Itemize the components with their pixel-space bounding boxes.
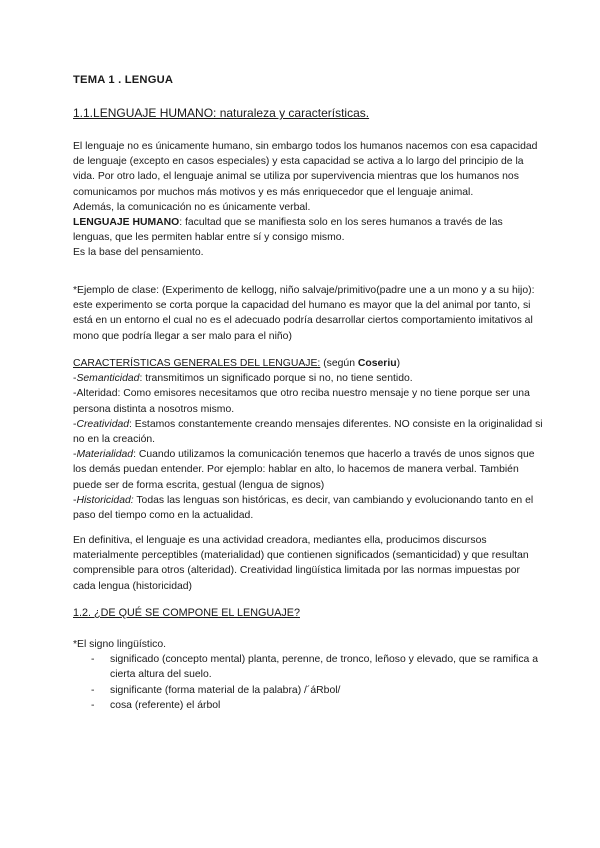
- characteristic-text: Todas las lenguas son históricas, es decir, van cambiando y evolucionando tanto en el paso del tiempo como en la actualidad.: [73, 494, 534, 522]
- characteristic-text: : Estamos constantemente creando mensajes diferentes. NO consiste en la originalidad si no en la creación.: [73, 418, 543, 446]
- sign-block: [73, 637, 543, 713]
- page-title: TEMA 1 . LENGUA: [73, 74, 174, 86]
- intro-block: [73, 139, 543, 261]
- list-item: - significado (concepto mental) planta, perenne, de tronco, leñoso y elevado, que se ramifica a cierta altura del suelo.: [91, 652, 543, 682]
- list-item: - cosa (referente) el árbol: [91, 698, 543, 713]
- characteristics-block: [73, 356, 543, 523]
- intro-paragraph: El lenguaje no es únicamente humano, sin embargo todos los humanos nacemos con esa capacidad de lenguaje (excepto en casos especiales) y esta capacidad se activa a lo largo del principio de la vida. Por otro lado, el lenguaje animal se utiliza por supervivencia mientras que los humanos nos comunicamos por muchos más motivos y es más enriquecedor que el lenguaje animal.: [73, 141, 538, 198]
- definition-line: [73, 215, 543, 245]
- characteristic-term: Semanticidad: [76, 373, 140, 385]
- conclusion-paragraph: En definitiva, el lenguaje es una actividad creadora, mediantes ella, producimos discursos materialmente perceptibles (materialidad) que contienen significados (semanticidad) y que resultan comprensible para otros (alteridad). Creatividad lingüística limitada por las normas impuestas por cada lengua (historicidad): [73, 535, 529, 592]
- definition-text: : facultad que se manifiesta solo en los seres humanos a través de las lenguas, que les permiten hablar entre sí y consigo mismo.: [73, 217, 503, 244]
- section-heading-1-1: 1.1.LENGUAJE HUMANO: naturaleza y características.: [73, 106, 370, 120]
- characteristic-text: : Cuando utilizamos la comunicación tenemos que hacerlo a través de unos signos que los demás puedan entender. Por ejemplo: hablar en alto, lo hacemos de manera verbal. También puede ser de forma escrita, gestual (lengua de signos): [73, 449, 535, 491]
- characteristic-term: Historicidad:: [76, 494, 134, 506]
- characteristic-materialidad: -Materialidad: Cuando utilizamos la comunicación tenemos que hacerlo a través de unos signos que los demás puedan entender. Por ejemplo: hablar en alto, lo hacemos de manera verbal. También puede ser de forma escrita, gestual (lengua de signos): [73, 449, 535, 491]
- characteristic-creatividad: -Creatividad: Estamos constantemente creando mensajes diferentes. NO consiste en la originalidad si no en la creación.: [73, 418, 543, 446]
- characteristic-term: Creatividad: [76, 418, 130, 430]
- characteristics-heading-line: [73, 356, 543, 371]
- verbal-note: Además, la comunicación no es únicamente verbal.: [73, 201, 311, 213]
- characteristic-text: : transmitimos un significado porque si no, no tiene sentido.: [139, 373, 413, 385]
- characteristic-text: : Como emisores necesitamos que otro reciba nuestro mensaje y no tiene porque ser una persona distinta a nosotros mismo.: [73, 388, 530, 415]
- characteristic-historicidad: -Historicidad: Todas las lenguas son históricas, es decir, van cambiando y evolucionando tanto en el paso del tiempo como en la actualidad.: [73, 494, 534, 522]
- characteristic-term: Materialidad: [76, 449, 134, 461]
- characteristic-term: Alteridad: [76, 388, 118, 400]
- sign-list: [73, 652, 543, 713]
- sign-intro: *El signo lingüístico.: [73, 639, 166, 650]
- characteristics-heading: CARACTERÍSTICAS GENERALES DEL LENGUAJE:: [73, 358, 321, 369]
- characteristic-semanticidad: -Semanticidad: transmitimos un significado porque si no, no tiene sentido.: [73, 373, 413, 385]
- characteristics-heading-post: ): [396, 358, 401, 369]
- section-heading-1-2: 1.2. ¿DE QUÉ SE COMPONE EL LENGUAJE?: [73, 607, 300, 619]
- list-item: - significante (forma material de la palabra) /´áRbol/: [91, 683, 543, 698]
- thought-line: Es la base del pensamiento.: [73, 247, 204, 259]
- characteristics-heading-pre: (según: [320, 358, 358, 369]
- characteristics-author: Coseriu: [357, 358, 397, 369]
- definition-term: LENGUAJE HUMANO: [73, 217, 180, 229]
- characteristic-alteridad: -Alteridad: Como emisores necesitamos que otro reciba nuestro mensaje y no tiene porque ser una persona distinta a nosotros mismo.: [73, 388, 530, 415]
- example-paragraph: *Ejemplo de clase: (Experimento de kellogg, niño salvaje/primitivo(padre une a un mono y a su hijo): este experimento se corta porque la capacidad del humano es mayor que la del animal por tanto, si está en un entorno el cual no es el adecuado podría desarrollar ciertos comportamiento imitativos al mono que podría llegar a ser malo para el niño): [73, 285, 535, 342]
